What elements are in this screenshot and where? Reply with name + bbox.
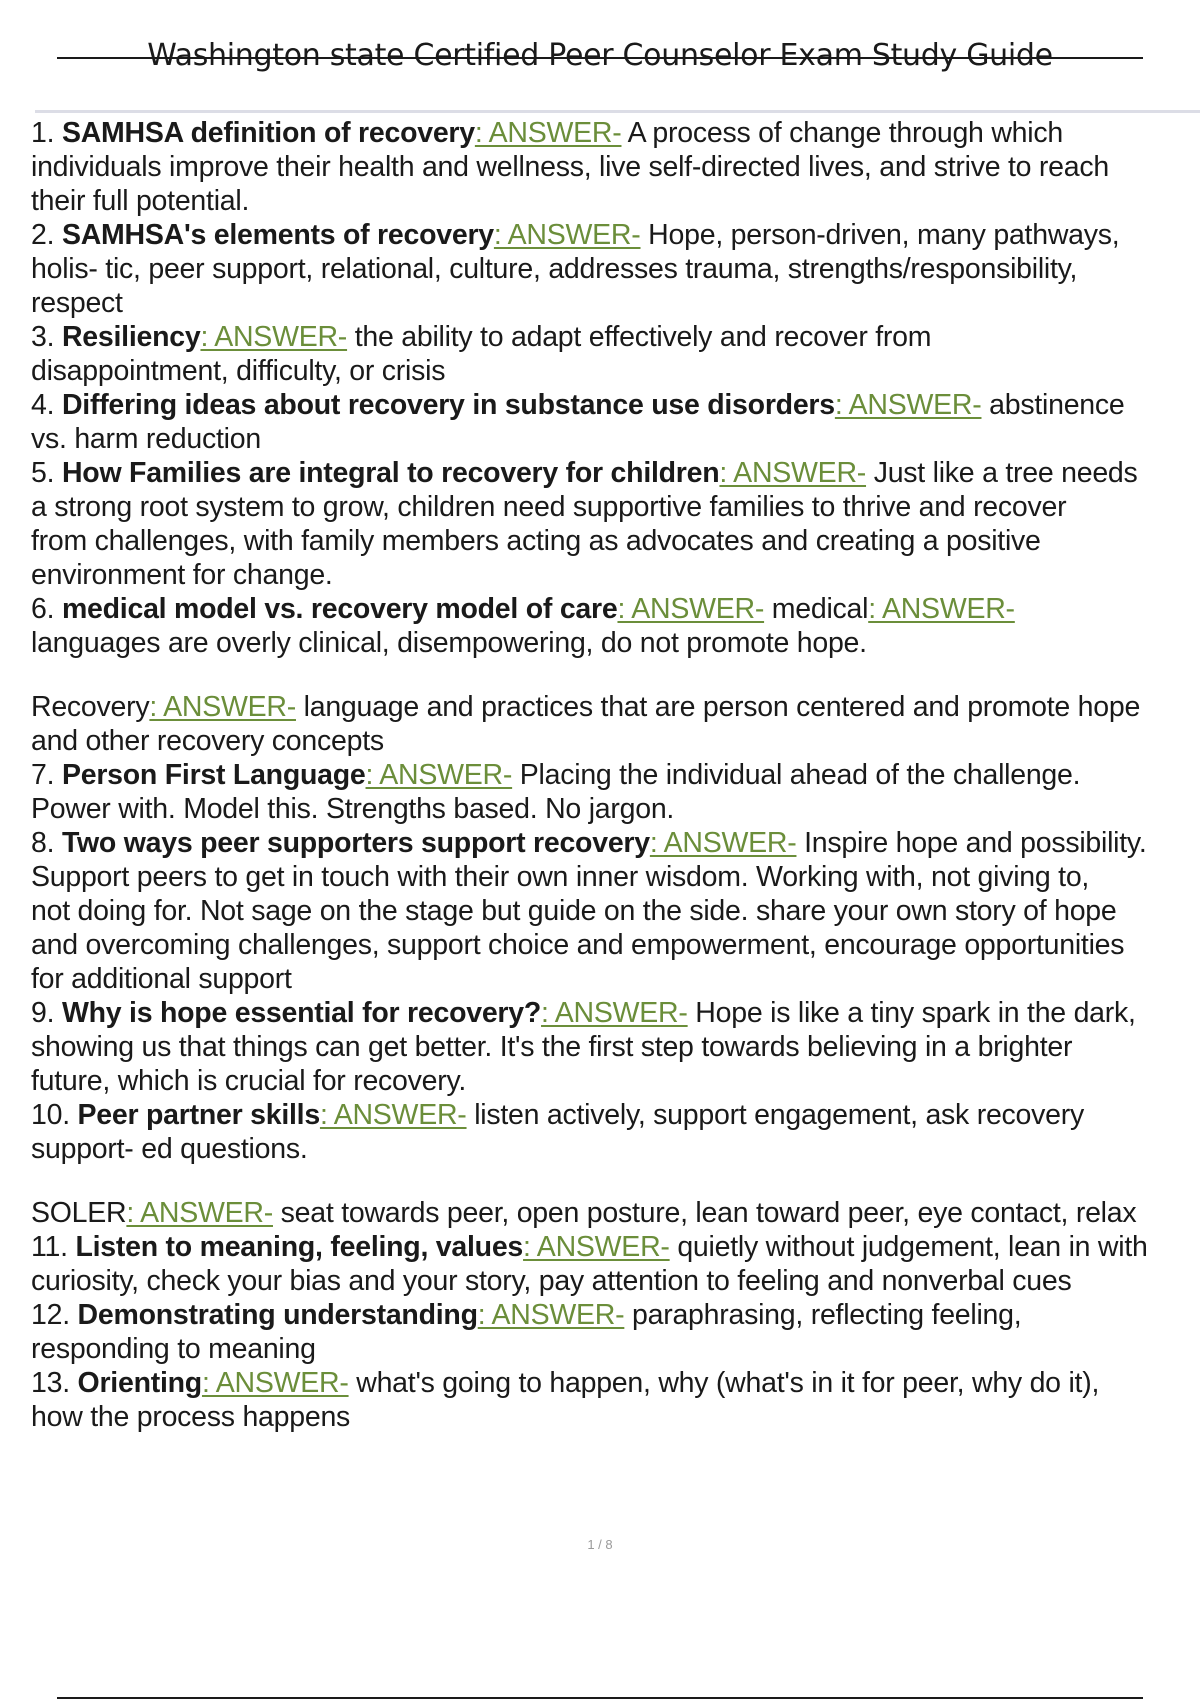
header-separator [35, 110, 1200, 113]
blank-line [31, 1166, 1200, 1196]
answer-text: abstinence [981, 389, 1125, 421]
answer-text: Hope, person-driven, many pathways, [640, 219, 1120, 251]
qa-first-line [31, 218, 1200, 252]
answer-line: future, which is crucial for recovery. [31, 1065, 467, 1097]
answer-label: : ANSWER- [474, 117, 622, 149]
answer-text: Just like a tree needs [866, 457, 1138, 489]
question-text: Peer partner skills [77, 1099, 320, 1131]
answer-label: : ANSWER- [319, 1099, 467, 1131]
answer-label: : ANSWER- [649, 827, 797, 859]
answer-line: showing us that things can get better. It's the first step towards believing in a brighter [31, 1031, 1073, 1063]
qa-first-line [31, 388, 1200, 422]
title-area [57, 36, 1143, 76]
qa-item [31, 218, 1200, 320]
answer-label: : ANSWER- [834, 389, 982, 421]
qa-first-line [31, 1298, 1200, 1332]
qa-first-line [31, 1366, 1200, 1400]
qa-item [31, 1298, 1200, 1366]
footer-rule [57, 1697, 1143, 1699]
page-title: Washington state Certified Peer Counselor Exam Study Guide [147, 38, 1053, 73]
question-number: 7. [31, 759, 55, 791]
answer-line: languages are overly clinical, disempowering, do not promote hope. [31, 627, 867, 659]
question-text: medical model vs. recovery model of care [61, 593, 618, 625]
question-text: Demonstrating understanding [77, 1299, 478, 1331]
blank-line [31, 660, 1200, 690]
answer-line: Power with. Model this. Strengths based. No jargon. [31, 793, 675, 825]
answer-line: from challenges, with family members acting as advocates and creating a positive [31, 525, 1041, 557]
answer-line: vs. harm reduction [31, 423, 261, 455]
question-text: How Families are integral to recovery for children [61, 457, 720, 489]
question-number: 3. [31, 321, 55, 353]
question-number: 11. [31, 1231, 68, 1263]
answer-line: support- ed questions. [31, 1133, 308, 1165]
continuation-first-line [31, 1196, 1200, 1230]
answer-label: : ANSWER- [201, 1367, 349, 1399]
answer-label: : ANSWER- [126, 1197, 273, 1229]
qa-first-line [31, 456, 1200, 490]
answer-text: Placing the individual ahead of the challenge. [512, 759, 1081, 791]
question-text: Differing ideas about recovery in substance use disorders [61, 389, 835, 421]
question-text: Person First Language [61, 759, 366, 791]
question-text: Two ways peer supporters support recovery [61, 827, 650, 859]
answer-label: : ANSWER- [617, 593, 765, 625]
qa-item [31, 826, 1200, 996]
answer-text: medical [764, 593, 869, 625]
answer-line: their full potential. [31, 185, 250, 217]
question-text: Orienting [77, 1367, 202, 1399]
qa-item [31, 116, 1200, 218]
study-guide-content [31, 116, 1200, 1434]
answer-text: paraphrasing, reflecting feeling, [624, 1299, 1022, 1331]
answer-line: a strong root system to grow, children need supportive families to thrive and recover [31, 491, 1067, 523]
qa-item [31, 758, 1200, 826]
answer-label: : ANSWER- [493, 219, 641, 251]
qa-first-line [31, 320, 1200, 354]
answer-label: : ANSWER- [719, 457, 867, 489]
qa-first-line [31, 758, 1200, 792]
continuation-line: and other recovery concepts [31, 725, 384, 757]
question-number: 6. [31, 593, 55, 625]
answer-line: disappointment, difficulty, or crisis [31, 355, 446, 387]
answer-text: quietly without judgement, lean in with [669, 1231, 1148, 1263]
answer-label: : ANSWER- [365, 759, 513, 791]
qa-item [31, 456, 1200, 592]
question-number: 8. [31, 827, 55, 859]
answer-line: Support peers to get in touch with their own inner wisdom. Working with, not giving to, [31, 861, 1090, 893]
answer-label: : ANSWER- [149, 691, 296, 723]
answer-text: Inspire hope and possibility. [796, 827, 1147, 859]
question-number: 12. [31, 1299, 70, 1331]
question-text: Resiliency [61, 321, 201, 353]
qa-item [31, 1098, 1200, 1230]
qa-first-line [31, 1230, 1200, 1264]
answer-line: responding to meaning [31, 1333, 316, 1365]
qa-first-line [31, 1098, 1200, 1132]
answer-label: : ANSWER- [200, 321, 348, 353]
page-number: 1 / 8 [587, 1537, 613, 1552]
question-number: 4. [31, 389, 55, 421]
answer-line: environment for change. [31, 559, 333, 591]
answer-label: : ANSWER- [477, 1299, 625, 1331]
qa-first-line [31, 592, 1200, 626]
qa-first-line [31, 996, 1200, 1030]
question-number: 2. [31, 219, 55, 251]
continuation-lead: SOLER [31, 1197, 127, 1229]
question-number: 10. [31, 1099, 70, 1131]
question-text: Listen to meaning, feeling, values [75, 1231, 524, 1263]
answer-text: listen actively, support engagement, ask recovery [466, 1099, 1084, 1131]
qa-first-line [31, 826, 1200, 860]
answer-line: how the process happens [31, 1401, 351, 1433]
continuation-text: language and practices that are person centered and promote hope [295, 691, 1141, 723]
answer-line: for additional support [31, 963, 292, 995]
answer-text: Hope is like a tiny spark in the dark, [687, 997, 1136, 1029]
answer-label: : ANSWER- [541, 997, 688, 1029]
qa-item [31, 1366, 1200, 1434]
answer-text: what's going to happen, why (what's in it for peer, why do it), [348, 1367, 1100, 1399]
question-number: 9. [31, 997, 55, 1029]
qa-item [31, 320, 1200, 388]
question-text: SAMHSA's elements of recovery [61, 219, 494, 251]
question-number: 13. [31, 1367, 70, 1399]
answer-text: A process of change through which [621, 117, 1063, 149]
qa-item [31, 996, 1200, 1098]
answer-line: respect [31, 287, 123, 319]
continuation-first-line [31, 690, 1200, 724]
answer-line: holis- tic, peer support, relational, culture, addresses trauma, strengths/responsibility, [31, 253, 1078, 285]
answer-text: the ability to adapt effectively and recover from [347, 321, 932, 353]
question-text: SAMHSA definition of recovery [61, 117, 475, 149]
continuation-lead: Recovery [31, 691, 150, 723]
answer-line: curiosity, check your bias and your story, pay attention to feeling and nonverbal cues [31, 1265, 1072, 1297]
question-number: 1. [31, 117, 55, 149]
answer-line: individuals improve their health and wellness, live self-directed lives, and strive to reach [31, 151, 1109, 183]
qa-first-line [31, 116, 1200, 150]
answer-line: not doing for. Not sage on the stage but guide on the side. share your own story of hope [31, 895, 1117, 927]
question-number: 5. [31, 457, 55, 489]
answer-label: : ANSWER- [868, 593, 1015, 625]
question-text: Why is hope essential for recovery? [61, 997, 542, 1029]
qa-item [31, 388, 1200, 456]
qa-item [31, 592, 1200, 758]
answer-label: : ANSWER- [523, 1231, 670, 1263]
qa-item [31, 1230, 1200, 1298]
answer-line: and overcoming challenges, support choice and empowerment, encourage opportunities [31, 929, 1125, 961]
continuation-text: seat towards peer, open posture, lean toward peer, eye contact, relax [272, 1197, 1137, 1229]
